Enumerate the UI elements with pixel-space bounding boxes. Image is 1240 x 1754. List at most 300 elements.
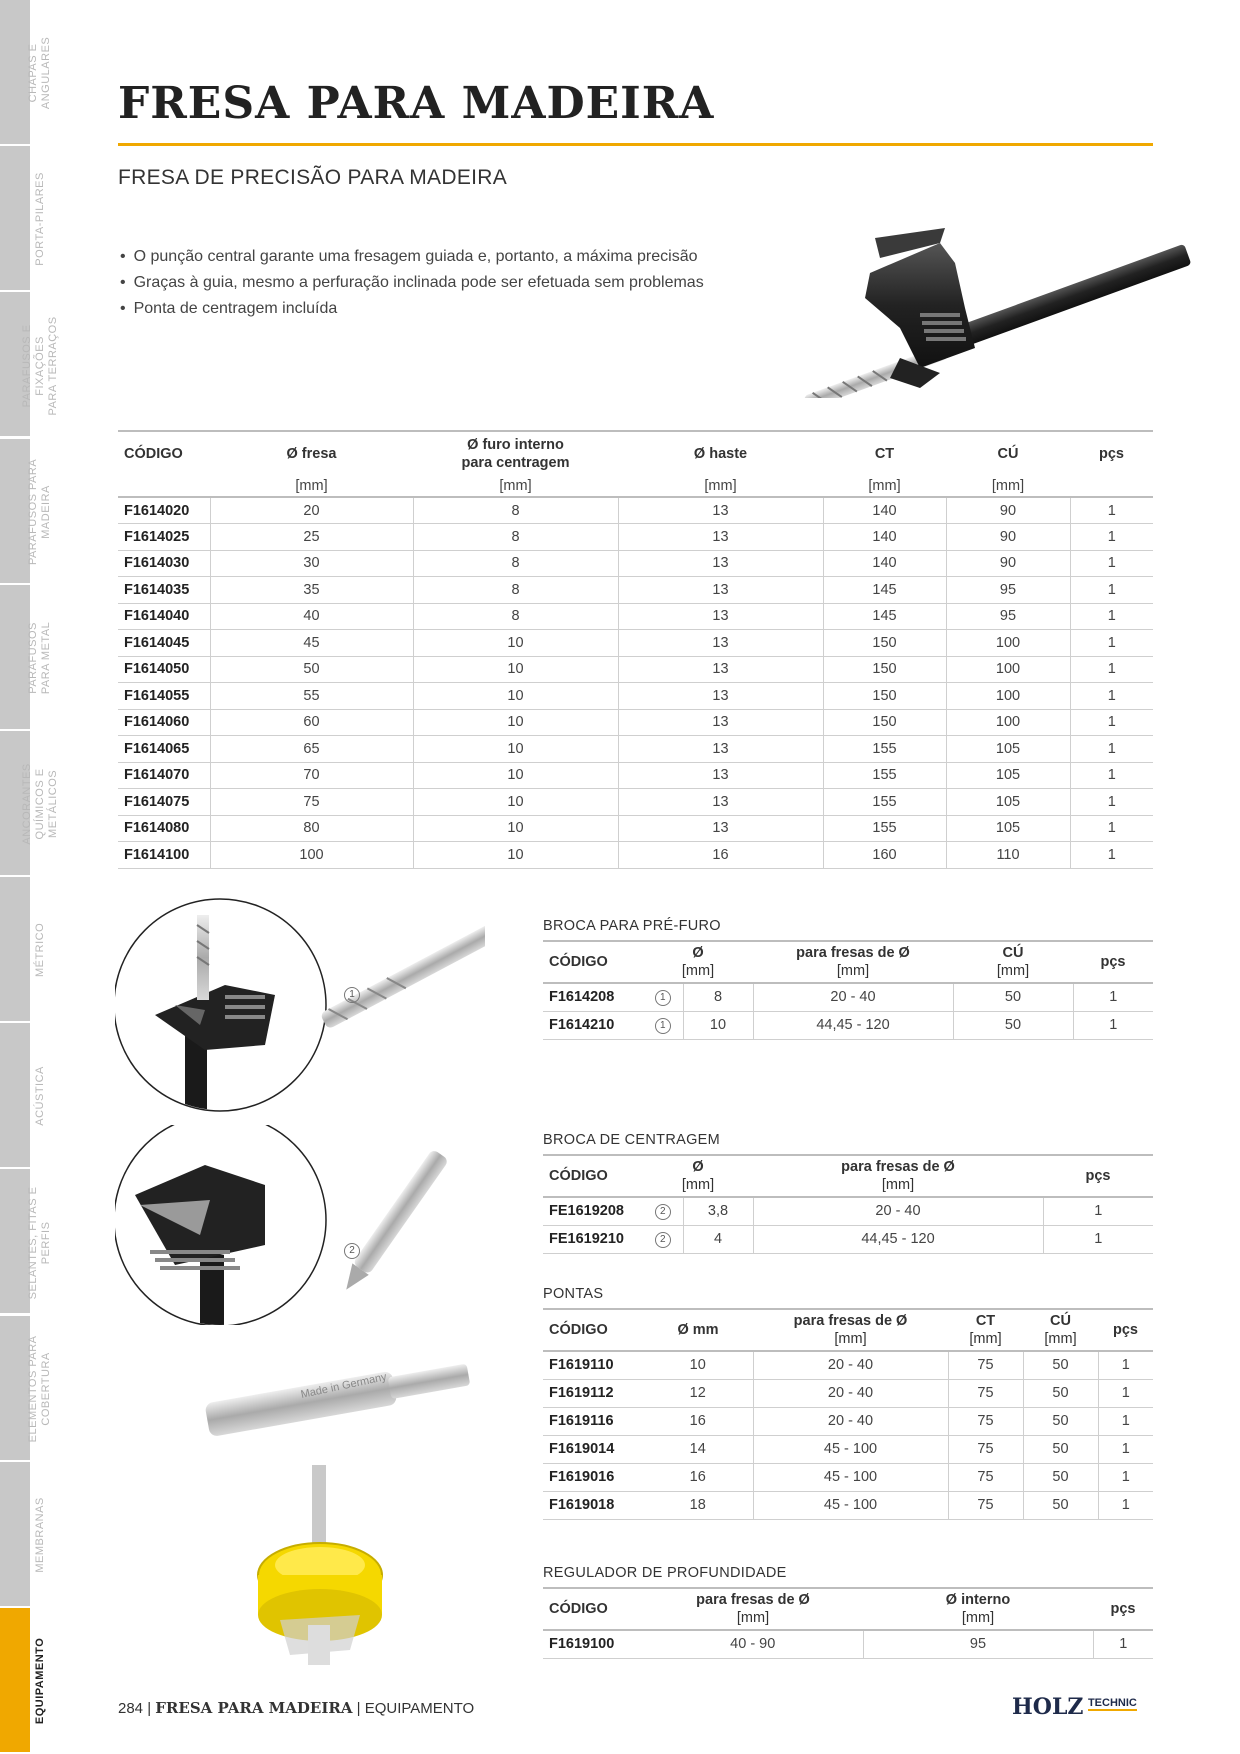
column-header [1093, 1588, 1153, 1630]
unit-label: [mm] [618, 475, 823, 497]
sidebar-tab[interactable] [0, 1316, 30, 1462]
table-cell: F1614210 [543, 1011, 643, 1039]
table-cell: 1 [1070, 497, 1153, 524]
column-header [643, 1309, 753, 1351]
table-cell: 1 [1070, 630, 1153, 657]
column-header [863, 1588, 1093, 1630]
footer-separator: | [147, 1700, 152, 1717]
table-unit-row [118, 475, 1153, 497]
table-cell: 13 [618, 709, 823, 736]
sidebar-tab-label: MEMBRANAS [33, 1497, 46, 1573]
table-cell: 1 [1098, 1491, 1153, 1519]
table-cell: 110 [946, 842, 1070, 869]
header-label: pçs [1100, 954, 1126, 970]
column-header [1043, 1155, 1153, 1197]
table-cell: F1619110 [543, 1351, 643, 1379]
table-cell: F1614040 [118, 603, 210, 630]
sidebar-tab-label: ANCORANTES QUÍMICOS E METÁLICOS [20, 763, 59, 845]
footer-section: FRESA PARA MADEIRA [155, 1699, 353, 1717]
table-cell: F1619016 [543, 1463, 643, 1491]
table-cell: 100 [946, 709, 1070, 736]
table-cell: 10 [683, 1011, 753, 1039]
table-cell: 150 [823, 656, 946, 683]
page-subtitle: FRESA DE PRECISÃO PARA MADEIRA [118, 166, 508, 189]
pre-drill-detail-image [115, 885, 485, 1125]
table-cell: 10 [413, 736, 618, 763]
unit-label: [mm] [210, 475, 413, 497]
table-header-row [118, 431, 1153, 475]
unit-label: [mm] [996, 963, 1030, 979]
table-cell: 145 [823, 577, 946, 604]
footer-separator: | [356, 1700, 361, 1717]
image-reference [643, 1197, 683, 1225]
table-cell: 13 [618, 656, 823, 683]
column-header [643, 941, 753, 983]
table-cell: 1 [1070, 577, 1153, 604]
table-cell: 75 [948, 1379, 1023, 1407]
table-cell: 20 - 40 [753, 983, 953, 1011]
table-cell: 55 [210, 683, 413, 710]
centering-drill-table [543, 1154, 1153, 1254]
table-header-row [543, 1588, 1153, 1630]
table-cell: 60 [210, 709, 413, 736]
unit-label: [mm] [736, 1610, 770, 1626]
table-cell: 1 [1070, 789, 1153, 816]
table-cell: 20 [210, 497, 413, 524]
table-cell: 8 [413, 497, 618, 524]
table-cell: 8 [413, 577, 618, 604]
table-row [118, 550, 1153, 577]
table-cell: 45 - 100 [753, 1463, 948, 1491]
table-cell: 1 [1070, 683, 1153, 710]
table-row [118, 789, 1153, 816]
tips-section-title: PONTAS [543, 1286, 604, 1302]
replacement-tip-image [200, 1340, 480, 1450]
table-cell: 1 [1070, 709, 1153, 736]
table-cell: 75 [948, 1463, 1023, 1491]
sidebar-tab-label: PARAFUSOS PARA MADEIRA [27, 458, 52, 565]
table-cell: 16 [643, 1407, 753, 1435]
table-cell: 1 [1070, 550, 1153, 577]
table-cell: F1614025 [118, 524, 210, 551]
table-cell: 1 [1098, 1379, 1153, 1407]
table-row [118, 524, 1153, 551]
column-header: Ø furo interno para centragem [461, 436, 570, 471]
table-cell: 12 [643, 1379, 753, 1407]
table-cell: 50 [1023, 1379, 1098, 1407]
table-cell: 75 [948, 1407, 1023, 1435]
table-cell: 90 [946, 550, 1070, 577]
column-header [1098, 1309, 1153, 1351]
table-cell: F1614050 [118, 656, 210, 683]
table-cell: 50 [1023, 1407, 1098, 1435]
table-cell: 150 [823, 683, 946, 710]
table-cell: F1614060 [118, 709, 210, 736]
table-row [118, 842, 1153, 869]
table-row [543, 1011, 1153, 1039]
table-header-row [543, 1155, 1153, 1197]
table-cell: 50 [1023, 1435, 1098, 1463]
table-cell: F1619014 [543, 1435, 643, 1463]
sidebar-tab-label: EQUIPAMENTO [33, 1637, 46, 1725]
table-cell: 13 [618, 524, 823, 551]
pre-drill-section-title: BROCA PARA PRÉ-FURO [543, 918, 721, 934]
table-cell: 1 [1070, 603, 1153, 630]
table-cell: 8 [413, 603, 618, 630]
table-row [118, 762, 1153, 789]
sidebar-tab[interactable] [0, 1169, 30, 1315]
reference-number: 1 [655, 1018, 671, 1034]
forstner-bit-product-image [790, 218, 1200, 398]
table-cell: 160 [823, 842, 946, 869]
header-label: para fresas de Ø [793, 1313, 908, 1329]
table-cell: 10 [413, 762, 618, 789]
table-row [118, 736, 1153, 763]
table-cell: 10 [413, 683, 618, 710]
table-cell: 100 [946, 683, 1070, 710]
column-header [543, 1588, 643, 1630]
table-cell: 80 [210, 815, 413, 842]
table-cell: 140 [823, 497, 946, 524]
table-cell: 145 [823, 603, 946, 630]
table-cell: 20 - 40 [753, 1197, 1043, 1225]
depth-regulator-table [543, 1587, 1153, 1659]
table-cell: 13 [618, 736, 823, 763]
table-cell: 100 [210, 842, 413, 869]
column-header [948, 1309, 1023, 1351]
header-label: para fresas de Ø [796, 945, 910, 961]
table-cell: 1 [1073, 1011, 1153, 1039]
table-cell: 95 [946, 603, 1070, 630]
table-cell: 150 [823, 709, 946, 736]
table-cell: F1619100 [543, 1630, 643, 1658]
table-cell: 1 [1043, 1225, 1153, 1253]
header-label: CÓDIGO [549, 1168, 608, 1184]
table-cell: F1614075 [118, 789, 210, 816]
table-cell: 18 [643, 1491, 753, 1519]
table-cell: 25 [210, 524, 413, 551]
table-cell: 45 - 100 [753, 1491, 948, 1519]
header-label: para fresas de Ø [841, 1159, 955, 1175]
table-cell: 50 [953, 1011, 1073, 1039]
table-cell: 75 [948, 1491, 1023, 1519]
unit-label: [mm] [834, 1331, 867, 1347]
column-header [543, 941, 643, 983]
table-cell: 155 [823, 762, 946, 789]
table-cell: 90 [946, 497, 1070, 524]
table-cell: 10 [413, 709, 618, 736]
table-header-row [543, 1309, 1153, 1351]
sidebar-tab[interactable] [0, 585, 30, 731]
table-cell: 50 [1023, 1463, 1098, 1491]
unit-label [118, 475, 210, 497]
centering-drill-detail-image [115, 1125, 485, 1325]
header-label: Ø interno [945, 1592, 1011, 1608]
footer-category: EQUIPAMENTO [364, 1700, 475, 1717]
feature-bullet: • O punção central garante uma fresagem guiada e, portanto, a máxima precisão [118, 244, 704, 270]
table-cell: F1614100 [118, 842, 210, 869]
table-cell: 50 [210, 656, 413, 683]
table-cell: 10 [413, 789, 618, 816]
sidebar-tab-label: PARAFUSOS PARA METAL [27, 621, 52, 694]
logo-sub: TECHNIC [1087, 1697, 1137, 1709]
table-row [543, 1630, 1153, 1658]
unit-label: [mm] [823, 475, 946, 497]
table-cell: 20 - 40 [753, 1351, 948, 1379]
table-row [118, 815, 1153, 842]
unit-label: [mm] [681, 1177, 715, 1193]
shank-engraving: Made in Germany [299, 1371, 388, 1401]
table-cell: 1 [1070, 815, 1153, 842]
table-cell: F1614020 [118, 497, 210, 524]
table-header-row [543, 941, 1153, 983]
table-cell: 150 [823, 630, 946, 657]
table-cell: F1614055 [118, 683, 210, 710]
table-cell: 1 [1098, 1351, 1153, 1379]
table-cell: 75 [210, 789, 413, 816]
table-cell: 1 [1070, 524, 1153, 551]
table-cell: 13 [618, 550, 823, 577]
table-cell: F1619018 [543, 1491, 643, 1519]
unit-label: [mm] [881, 1177, 915, 1193]
column-header [543, 1155, 643, 1197]
table-cell: 13 [618, 630, 823, 657]
table-row [543, 1225, 1153, 1253]
table-row [118, 709, 1153, 736]
sidebar-tab-label: ACÚSTICA [33, 1066, 46, 1127]
sidebar-tab-label: SELANTES, FITAS E PERFIS [27, 1186, 52, 1299]
callout-2: 2 [344, 1243, 360, 1259]
table-cell: 10 [643, 1351, 753, 1379]
table-cell: 10 [413, 842, 618, 869]
table-row [118, 497, 1153, 524]
sidebar-tab-label: MÉTRICO [33, 922, 46, 978]
sidebar-tab[interactable] [0, 1023, 30, 1169]
table-cell: 13 [618, 815, 823, 842]
table-cell: 105 [946, 762, 1070, 789]
table-cell: 4 [683, 1225, 753, 1253]
table-row [118, 603, 1153, 630]
title-divider [118, 143, 1153, 146]
unit-label: [mm] [836, 963, 870, 979]
table-row [543, 1379, 1153, 1407]
header-label: CÓDIGO [549, 954, 608, 970]
table-row [118, 577, 1153, 604]
reference-number: 2 [655, 1204, 671, 1220]
unit-label: [mm] [961, 1610, 995, 1626]
header-label: pçs [1085, 1168, 1111, 1184]
table-cell: 8 [413, 524, 618, 551]
column-header [643, 1588, 863, 1630]
table-cell: 1 [1070, 762, 1153, 789]
page-number: 284 [118, 1700, 144, 1717]
table-cell: 1 [1070, 656, 1153, 683]
table-cell: 20 - 40 [753, 1407, 948, 1435]
header-label: CT [975, 1313, 996, 1329]
table-cell: 10 [413, 656, 618, 683]
table-cell: 8 [683, 983, 753, 1011]
table-cell: 13 [618, 762, 823, 789]
header-label: para fresas de Ø [696, 1592, 810, 1608]
unit-label [1070, 475, 1153, 497]
table-cell: 100 [946, 630, 1070, 657]
column-header [753, 1309, 948, 1351]
unit-label: [mm] [681, 963, 715, 979]
image-reference [643, 983, 683, 1011]
table-cell: 75 [948, 1435, 1023, 1463]
table-cell: 105 [946, 789, 1070, 816]
page-footer [118, 1699, 474, 1717]
column-header: CÓDIGO [124, 445, 183, 462]
table-cell: 100 [946, 656, 1070, 683]
feature-bullets [118, 244, 704, 322]
feature-bullet: • Ponta de centragem incluída [118, 296, 704, 322]
column-header: Ø fresa [286, 445, 337, 462]
table-cell: 40 [210, 603, 413, 630]
sidebar-tab-label: ELEMENTOS PARA COBERTURA [27, 1335, 52, 1442]
table-cell: F1614208 [543, 983, 643, 1011]
unit-label: [mm] [413, 475, 618, 497]
table-cell: 1 [1070, 842, 1153, 869]
table-cell: 13 [618, 497, 823, 524]
table-cell: F1614065 [118, 736, 210, 763]
image-reference [643, 1225, 683, 1253]
reference-number: 1 [655, 990, 671, 1006]
table-row [118, 630, 1153, 657]
fresa-spec-table [118, 430, 1153, 869]
table-cell: F1614070 [118, 762, 210, 789]
table-cell: 105 [946, 815, 1070, 842]
table-cell: F1614080 [118, 815, 210, 842]
column-header [753, 941, 953, 983]
table-cell: 1 [1073, 983, 1153, 1011]
table-cell: 1 [1098, 1407, 1153, 1435]
depth-regulator-section-title: REGULADOR DE PROFUNDIDADE [543, 1565, 787, 1581]
centering-drill-section-title: BROCA DE CENTRAGEM [543, 1132, 721, 1148]
table-cell: 140 [823, 550, 946, 577]
depth-regulator-image [240, 1465, 390, 1670]
header-label: CÚ [1050, 1313, 1071, 1329]
table-cell: 90 [946, 524, 1070, 551]
header-label: CÚ [1002, 945, 1024, 961]
sidebar-tab[interactable] [0, 439, 30, 585]
table-row [543, 983, 1153, 1011]
table-cell: 65 [210, 736, 413, 763]
table-row [118, 656, 1153, 683]
table-cell: 1 [1043, 1197, 1153, 1225]
table-row [543, 1491, 1153, 1519]
column-header [643, 1155, 753, 1197]
sidebar-tab[interactable] [0, 0, 30, 146]
sidebar-tab-label: PORTA-PILARES [33, 172, 46, 267]
callout-1: 1 [344, 987, 360, 1003]
holz-technic-logo [1012, 1694, 1137, 1720]
column-header: Ø haste [693, 445, 748, 462]
header-label: CÓDIGO [549, 1601, 608, 1617]
table-cell: F1614030 [118, 550, 210, 577]
table-cell: 30 [210, 550, 413, 577]
column-header [543, 1309, 643, 1351]
table-cell: 50 [953, 983, 1073, 1011]
table-row [543, 1351, 1153, 1379]
sidebar-tab-label: CHAPAS E ANGULARES [27, 36, 52, 110]
table-cell: F1619116 [543, 1407, 643, 1435]
table-row [543, 1435, 1153, 1463]
table-cell: 105 [946, 736, 1070, 763]
page-title: FRESA PARA MADEIRA [118, 78, 715, 129]
table-cell: 10 [413, 630, 618, 657]
sidebar-tab[interactable] [0, 877, 30, 1023]
table-cell: 1 [1098, 1463, 1153, 1491]
table-cell: 95 [863, 1630, 1093, 1658]
header-label: pçs [1113, 1322, 1138, 1338]
table-cell: 3,8 [683, 1197, 753, 1225]
header-label: CÓDIGO [549, 1322, 608, 1338]
table-cell: 20 - 40 [753, 1379, 948, 1407]
table-cell: 10 [413, 815, 618, 842]
table-cell: 95 [946, 577, 1070, 604]
sidebar-tab-label: PARAFUSOS E FIXAÇÕES PARA TERRAÇOS [20, 315, 59, 415]
header-label: Ø mm [677, 1322, 719, 1338]
tips-table [543, 1308, 1153, 1520]
table-cell: 44,45 - 120 [753, 1011, 953, 1039]
table-cell: 75 [948, 1351, 1023, 1379]
table-cell: 44,45 - 120 [753, 1225, 1043, 1253]
sidebar-tab[interactable] [0, 146, 30, 292]
table-cell: 13 [618, 683, 823, 710]
table-row [543, 1197, 1153, 1225]
table-cell: 45 - 100 [753, 1435, 948, 1463]
table-cell: 155 [823, 736, 946, 763]
table-cell: 13 [618, 789, 823, 816]
table-cell: 16 [618, 842, 823, 869]
unit-label: [mm] [1044, 1331, 1077, 1347]
column-header: CT [874, 445, 895, 462]
table-row [118, 683, 1153, 710]
table-cell: F1614035 [118, 577, 210, 604]
column-header [753, 1155, 1043, 1197]
table-row [543, 1463, 1153, 1491]
table-cell: 16 [643, 1463, 753, 1491]
table-cell: 8 [413, 550, 618, 577]
sidebar-tab[interactable] [0, 1462, 30, 1608]
header-label: Ø [692, 945, 704, 961]
table-row [543, 1407, 1153, 1435]
table-cell: 50 [1023, 1351, 1098, 1379]
table-cell: 1 [1070, 736, 1153, 763]
table-cell: 13 [618, 603, 823, 630]
feature-bullet: • Graças à guia, mesmo a perfuração inclinada pode ser efetuada sem problemas [118, 270, 704, 296]
table-cell: 14 [643, 1435, 753, 1463]
table-cell: FE1619208 [543, 1197, 643, 1225]
table-cell: 45 [210, 630, 413, 657]
table-cell: 13 [618, 577, 823, 604]
table-cell: 35 [210, 577, 413, 604]
table-cell: 40 - 90 [643, 1630, 863, 1658]
column-header [1073, 941, 1153, 983]
header-label: Ø [692, 1159, 704, 1175]
sidebar-tab[interactable] [0, 1608, 30, 1754]
column-header: pçs [1099, 445, 1124, 462]
table-cell: F1619112 [543, 1379, 643, 1407]
reference-number: 2 [655, 1232, 671, 1248]
unit-label: [mm] [969, 1331, 1002, 1347]
unit-label: [mm] [946, 475, 1070, 497]
logo-main: HOLZ [1012, 1694, 1084, 1720]
table-cell: 1 [1098, 1435, 1153, 1463]
column-header [953, 941, 1073, 983]
column-header: CÚ [997, 445, 1019, 462]
